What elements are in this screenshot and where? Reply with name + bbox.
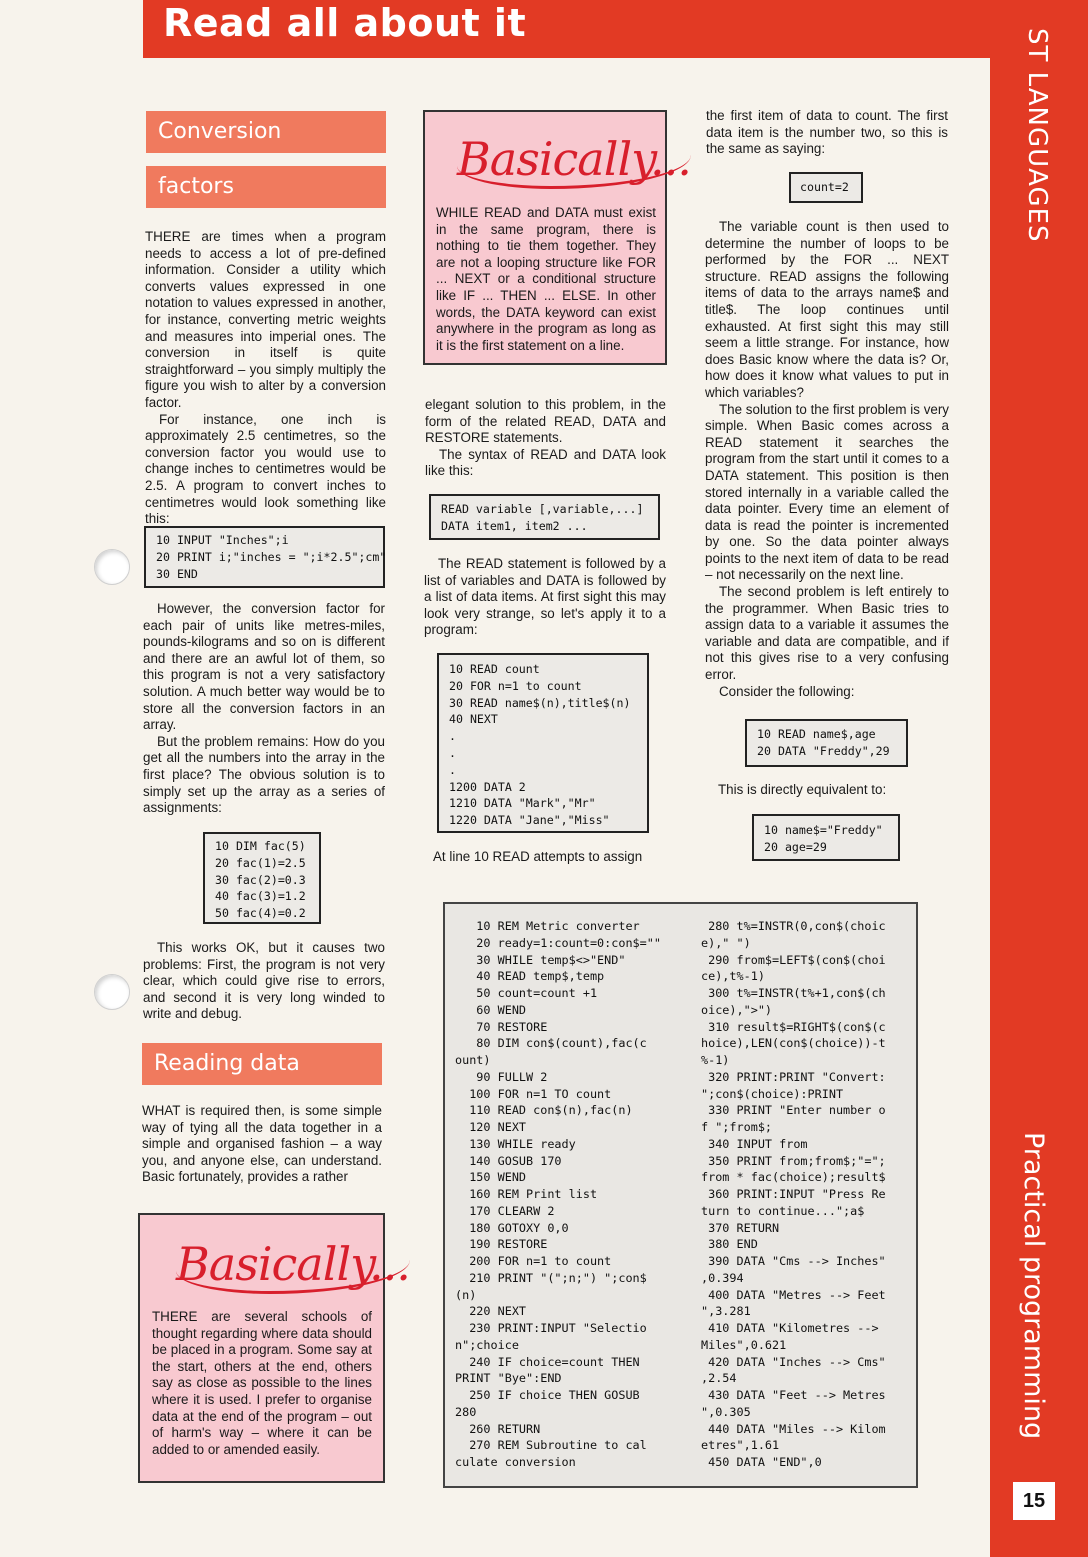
col1-text-b — [143, 601, 385, 817]
paragraph: For instance, one inch is approximately 2.5 centimetres, so the conversion factor you would use to change inches to centimetres would be 2.5. A program to convert inches to centimetres would look something like this: — [145, 411, 386, 527]
paragraph: At line 10 READ attempts to assign — [433, 849, 643, 864]
paragraph: This is directly equivalent to: — [718, 782, 887, 797]
paragraph: The variable count is then used to determine the number of loops to be performed by the FOR ... NEXT structure. READ assigns the following items of data to the arrays name$ and title$. The loop continues until exhausted. At first sight this may still seem a little strange. For instance, how does Basic know where the data is? Or, how does it know what values to put in which variables? — [705, 219, 949, 400]
paragraph: However, the conversion factor for each pair of units like metres-miles, pounds-kilograms and so on is different and there are an awful lot of them, so this program is not a very satisfactory solution. A much better way would be to store all the conversion factors in an array. — [143, 601, 385, 733]
paragraph: elegant solution to this problem, in the form of the related READ, DATA and RESTORE statements. — [425, 397, 666, 446]
paragraph: The READ statement is followed by a list of variables and DATA is followed by a list of data items. At first sight this may look very strange, so let's apply it to a program: — [424, 556, 666, 638]
col1-text-c — [143, 940, 385, 1023]
code-count: count=2 — [789, 172, 863, 203]
heading-factors: factors — [146, 166, 386, 208]
paragraph: the first item of data to count. The first data item is the number two, so this is the same as saying: — [706, 108, 948, 157]
paragraph: But the problem remains: How do you get all the numbers into the array in the first place? The obvious solution is to simply set up the array as a series of assignments: — [143, 733, 385, 816]
paragraph: Consider the following: — [719, 683, 855, 699]
page-number: 15 — [1013, 1482, 1055, 1520]
col2-text-c — [433, 849, 673, 866]
paragraph: THERE are times when a program needs to access a lot of pre-defined information. Consider a utility which converts values expressed in one notation to values expressed in another, for instance, converting metric weights and measures into imperial ones. The conversion in itself is quite straightforward – you simply multiply the figure you wish to alter by a conversion factor. — [145, 229, 386, 410]
listing-left-column: 10 REM Metric converter 20 ready=1:count=0:con$="" 30 WHILE temp$<>"END" 40 READ temp$,temp 50 count=count +1 60 WEND 70 RESTORE 80 DIM con$(count),fac(c ount) 90 FULLW 2 100 FOR n=1 TO count 110 READ con$(n),fac(n) 120 NEXT 130 WHILE ready 140 GOSUB 170 150 WEND 160 REM Print list 170 CLEARW 2 180 GOTOXY 0,0 190 RESTORE 200 FOR n=1 to count 210 PRINT "(";n;") ";con$ (n) 220 NEXT 230 PRINT:INPUT "Selectio n";choice 240 IF choice=count THEN PRINT "Bye":END 250 IF choice THEN GOSUB 280 260 RETURN 270 REM Subroutine to cal culate conversion — [455, 919, 661, 1469]
binder-hole — [94, 974, 130, 1010]
program-listing-metric-converter — [443, 902, 918, 1488]
code-equivalent: 10 name$="Freddy" 20 age=29 — [752, 814, 900, 861]
sidebar-box-read-data — [423, 110, 691, 365]
code-read-example: 10 READ count 20 FOR n=1 to count 30 READ name$(n),title$(n) 40 NEXT . . . 1200 DATA 2 1210 DATA "Mark","Mr" 1220 DATA "Jane","Miss" — [437, 653, 649, 833]
col3-text-a — [706, 108, 948, 158]
box-heading — [176, 1237, 410, 1291]
col3-text-b — [705, 219, 949, 700]
box-heading-text: Basically... — [176, 1237, 410, 1294]
code-listing-inches: 10 INPUT "Inches";i 20 PRINT i;"inches = ";i*2.5";cm" 30 END — [144, 526, 385, 588]
col3-text-c — [718, 782, 948, 799]
col2-text-a — [425, 397, 666, 480]
heading-conversion: Conversion — [146, 111, 386, 153]
listing-right-column: 280 t%=INSTR(0,con$(choic e)," ") 290 from$=LEFT$(con$(choi ce),t%-1) 300 t%=INSTR(t%+1,con$(ch oice),">") 310 result$=RIGHT$(con$(c hoice),LEN(con$(choice))-t %-1) 320 PRINT:PRINT "Convert: ";con$(choice):PRINT 330 PRINT "Enter number o f ";from$; 340 INPUT from 350 PRINT from;from$;"="; from * fac(choice);result$ 360 PRINT:INPUT "Press Re turn to continue...";a$ 370 RETURN 380 END 390 DATA "Cms --> Inches" ,0.394 400 DATA "Metres --> Feet ",3.281 410 DATA "Kilometres --> Miles",0.621 420 DATA "Inches --> Cms" ,2.54 430 DATA "Feet --> Metres ",0.305 440 DATA "Miles --> Kilom etres",1.61 450 DATA "END",0 — [701, 919, 886, 1469]
paragraph: This works OK, but it causes two problems: First, the program is not very clear, which could give rise to errors, and second it is very long winded to write and debug. — [143, 940, 385, 1022]
col2-text-b — [424, 556, 666, 639]
box-heading — [457, 132, 691, 186]
box-heading-text: Basically... — [457, 132, 691, 189]
code-listing-array: 10 DIM fac(5) 20 fac(1)=2.5 30 fac(2)=0.3 40 fac(3)=1.2 50 fac(4)=0.2 — [203, 832, 321, 924]
section-label-top: ST LANGUAGES — [1022, 28, 1052, 243]
page-title: Read all about it — [163, 1, 527, 45]
code-read-name-age: 10 READ name$,age 20 DATA "Freddy",29 — [745, 719, 908, 767]
paragraph: WHAT is required then, is some simple way of tying all the data together in a simple and organised fashion – a way you, and anyone else, can understand. Basic fortunately, provides a rather — [142, 1103, 382, 1185]
sidebar-box-data-placement — [138, 1213, 410, 1483]
paragraph: The second problem is left entirely to the programmer. When Basic tries to assign data to a variable it assumes the variable and data are compatible, and if not this gives rise to a very confusing error. — [705, 584, 949, 683]
box-text: THERE are several schools of thought regarding where data should be placed in a program. Some say at the start, others at the end, others say as close as possible to the lines where it is used. I prefer to organise data at the end of the program – out of harm's way – where it can be added to or amended easily. — [152, 1309, 372, 1457]
section-label-bottom: Practical programming — [1018, 1132, 1049, 1440]
col1-text-d — [142, 1103, 382, 1186]
col1-text-a — [145, 229, 386, 528]
heading-reading-data: Reading data — [142, 1043, 382, 1085]
binder-hole — [94, 549, 130, 585]
paragraph: The syntax of READ and DATA look like this: — [425, 446, 666, 479]
code-syntax: READ variable [,variable,...] DATA item1, item2 ... — [429, 494, 660, 540]
box-text: WHILE READ and DATA must exist in the same program, there is nothing to tie them together. They are not a looping structure like FOR ... NEXT or a conditional structure like IF ... THEN ... ELSE. In other words, the DATA keyword can exist anywhere in the program as long as it is the first statement on a line. — [436, 205, 656, 353]
paragraph: The solution to the first problem is very simple. When Basic comes across a READ statement it searches the program from the start until it comes to a DATA statement. This position is then stored internally in a variable called the data pointer. Every time an element of data is read the pointer is incremented by one. So the data pointer always points to the next item of data to be read – not necessarily on the next line. — [705, 401, 949, 583]
